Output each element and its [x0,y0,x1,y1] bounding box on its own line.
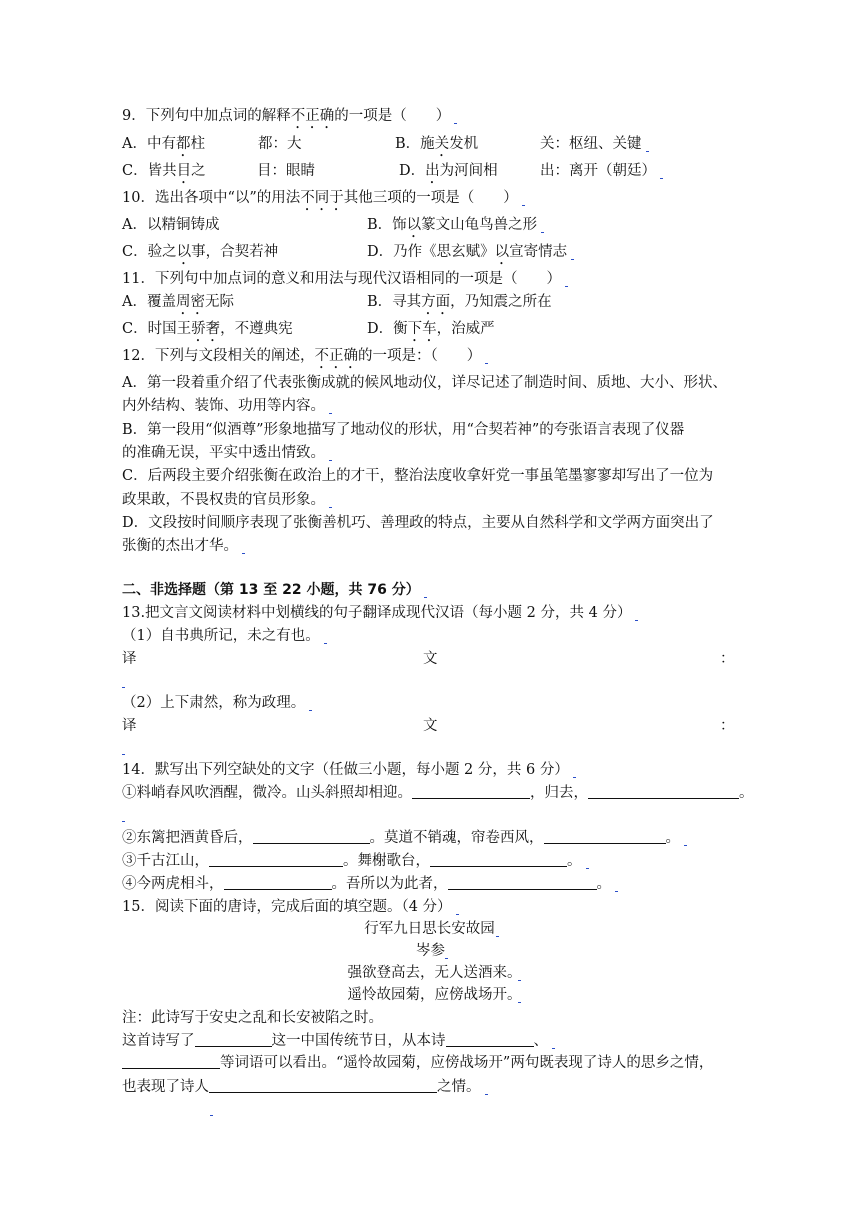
q12-option-b-line1: B．第一段用“似酒尊”形象地描写了地动仪的形状，用“合契若神”的夸张语言表现了仪器 [122,422,685,438]
q12-option-c-line1: C．后两段主要介绍张衡在政治上的才干，整治法度收拿奸党一事虽笔墨寥寥却写出了一位为 [122,468,714,484]
q9-options-cd: C．皆共目之 目：眼睛 D．出为河间相 出：离开（朝廷） [122,161,206,181]
q12-option-d-line1: D．文段按时间顺序表现了张衡善机巧、善理政的特点，主要从自然科学和文学两方面突出了 [122,515,714,531]
q15-blank-feeling[interactable] [209,1077,437,1093]
q15-blank-word-2[interactable] [122,1053,220,1069]
q14-mark-1 [122,804,125,824]
q13-answer-line-1[interactable]: 译 文 ： [122,651,735,667]
q14-line-1: ①料峭春风吹酒醒，微冷。山头斜照却相迎。 ，归去， 。 [122,785,754,801]
q10-options-ab: A．以精铜铸成 B．饰以篆文山龟鸟兽之形 [122,215,219,235]
q9-stem: 9．下列句中加点词的解释不正确的一项是（ ） [122,106,457,126]
q13-stem: 13.把文言文阅读材料中划横线的句子翻译成现代汉语（每小题 2 分，共 4 分） [122,603,638,623]
q15-fill-line-3: 也表现了诗人 之情。 [122,1077,488,1097]
q12-option-a-line1: A．第一段着重介绍了代表张衡成就的候风地动仪，详尽记述了制造时间、质地、大小、形状、 [122,375,727,391]
q13-sentence-1: （1）自书典所记，未之有也。 [122,626,327,646]
q15-blank-word-1[interactable] [446,1031,534,1047]
q11-options-ab: A．覆盖周密无际 B．寻其方面，乃知震之所在 [122,294,552,310]
q14-stem: 14．默写出下列空缺处的文字（任做三小题，每小题 2 分，共 6 分） [122,760,576,780]
q14-line-2: ②东篱把酒黄昏后， 。莫道不销魂，帘卷西风， 。 [122,828,687,848]
q15-end-mark [210,1098,213,1118]
q14-blank-1b[interactable] [588,783,739,799]
poem-line-1: 强欲登高去，无人送酒来。 [347,965,522,981]
q14-line-4: ④今两虎相斗， 。吾所以为此者， 。 [122,874,618,894]
q15-stem: 15．阅读下面的唐诗，完成后面的填空题。（4 分） [122,897,459,917]
poem-title: 行军九日思长安故园 [0,919,860,939]
q13-answer-mark-2 [122,737,125,757]
q14-blank-4b[interactable] [448,874,597,890]
q12-option-d-line2: 张衡的杰出才华。 [122,536,245,556]
q13-sentence-2: （2）上下肃然，称为政理。 [122,693,312,713]
q15-blank-festival[interactable] [195,1031,272,1047]
q9-options-ab: A．中有都柱 都：大 B．施关发机 关：枢纽、关键 [122,134,205,154]
poem-note: 注：此诗写于安史之乱和长安被陷之时。 [122,1010,383,1026]
q14-blank-1a[interactable] [412,783,530,799]
poem-author: 岑参 [0,941,860,961]
q10-options-cd: C．验之以事，合契若神 D．乃作《思玄赋》以宣寄情志 [122,242,278,262]
q15-fill-line-2: 等词语可以看出。“遥怜故园菊，应傍战场开”两句既表现了诗人的思乡之情， [122,1053,713,1073]
poem-line-2: 遥怜故园菊，应傍战场开。 [347,987,522,1003]
q10-stem: 10．选出各项中“以”的用法不同于其他三项的一项是（ ） [122,188,525,208]
q14-blank-3b[interactable] [430,851,567,867]
section-2-title: 二、非选择题（第 13 至 22 小题，共 76 分） [122,580,427,600]
q13-answer-line-2[interactable]: 译 文 ： [122,718,735,734]
q14-blank-2a[interactable] [253,828,370,844]
q14-blank-4a[interactable] [224,874,332,890]
q14-line-3: ③千古江山， 。舞榭歌台， 。 [122,851,589,871]
q12-option-b-line2: 的准确无误，平实中透出情致。 [122,443,332,463]
q11-stem: 11．下列句中加点词的意义和用法与现代汉语相同的一项是（ ） [122,269,568,289]
q12-stem: 12．下列与文段相关的阐述，不正确的一项是：（ ） [122,346,488,366]
q14-blank-2b[interactable] [544,828,666,844]
q12-option-c-line2: 政果敢，不畏权贵的官员形象。 [122,490,332,510]
q15-fill-line-1: 这首诗写了 这一中国传统节日，从本诗 、 [122,1031,555,1051]
q11-options-cd: C．时国王骄奢，不遵典宪 D．衡下车，治威严 [122,321,495,337]
q14-blank-3a[interactable] [209,851,343,867]
q12-option-a-line2: 内外结构、装饰、功用等内容。 [122,396,332,416]
q13-answer-mark-1 [122,670,125,690]
